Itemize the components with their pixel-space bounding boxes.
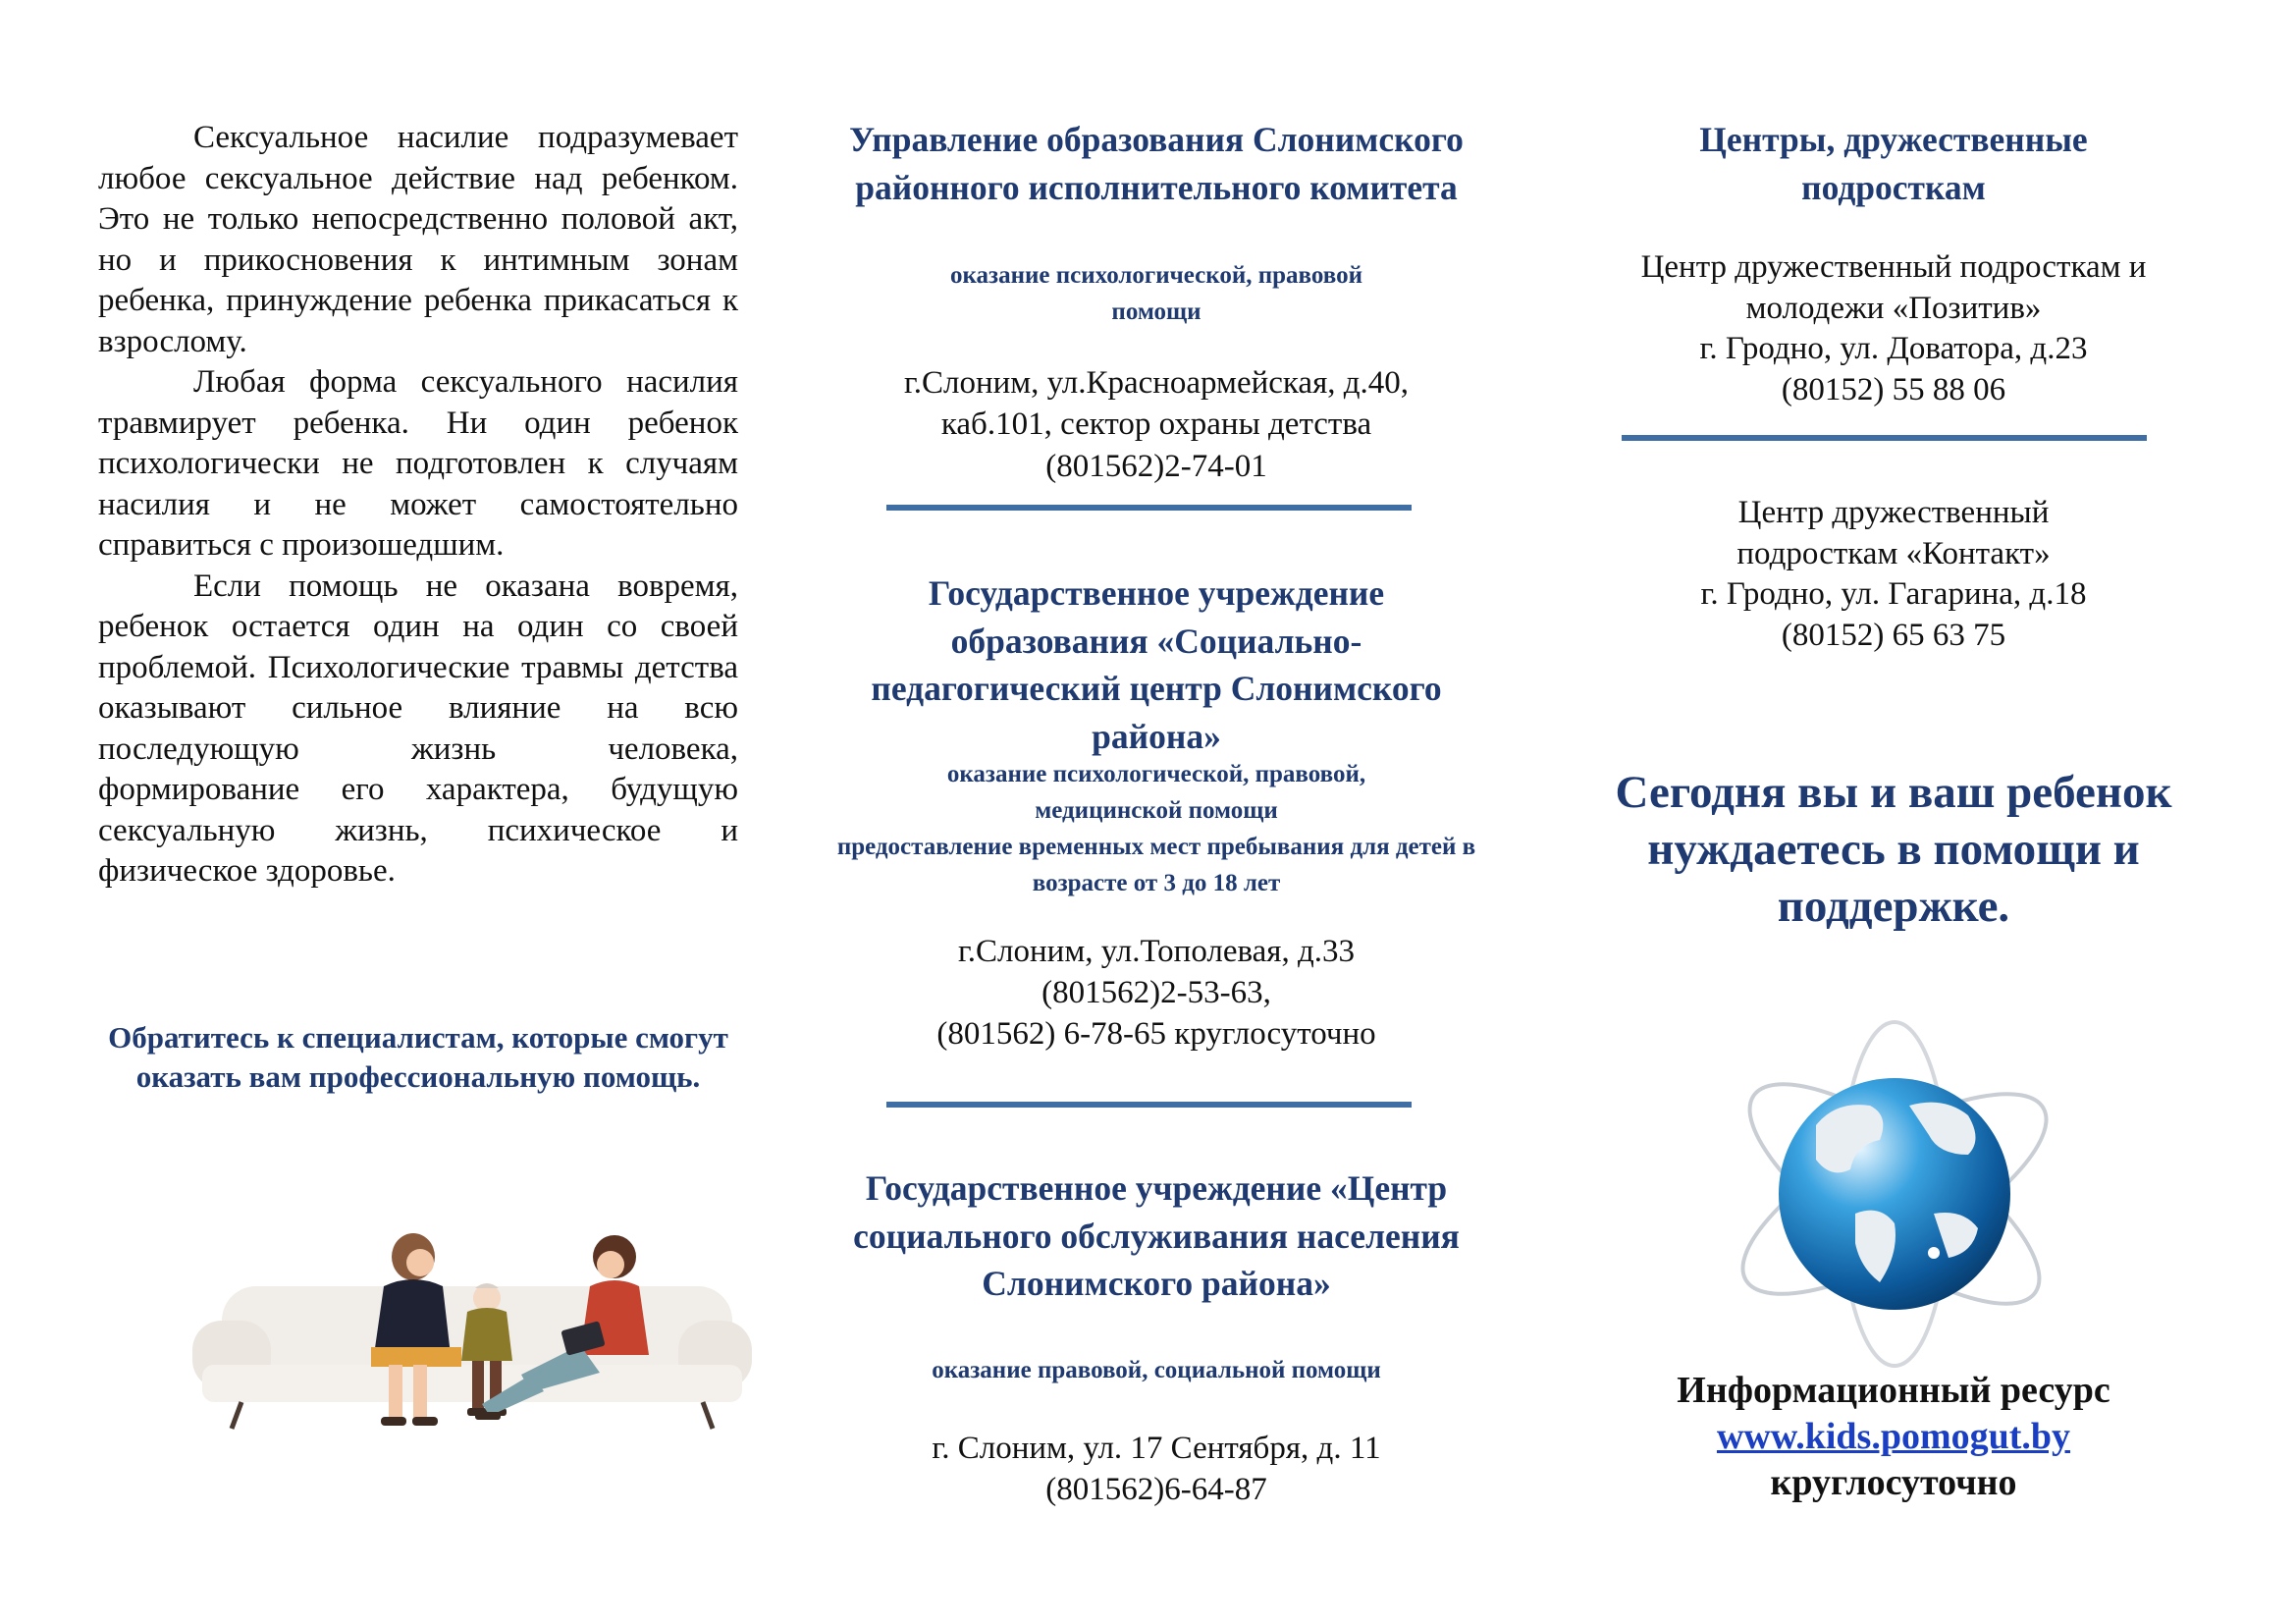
call-to-action: Обратитесь к специалистам, которые смогут оказать вам профессиональную помощь. [108,1020,728,1094]
org3-services: оказание правовой, социальной помощи [932,1357,1381,1383]
kids-pomogut-link[interactable]: www.kids.pomogut.by [1716,1416,2071,1457]
org2-address: г.Слоним, ул.Тополевая, д.33 [957,934,1356,969]
center2-phone: (80152) 65 63 75 [1781,618,2006,653]
org1-title: Управление образования Слонимского районного исполнительного комитета [849,120,1464,207]
center2-name: Центр дружественный подросткам «Контакт» [1736,495,2051,571]
org1-address: г.Слоним, ул.Красноармейская, д.40, каб.101, сектор охраны детства [903,365,1410,442]
family-consultation-illustration [192,1227,752,1434]
paragraph-2: Любая форма сексуального насилия травмирует ребенка. Ни один ребенок психологически не подготовлен к случаям насилия и не может самостоятельно справиться с произошедшим. [98,364,738,563]
paragraph-3: Если помощь не оказана вовремя, ребенок остается один на один со своей проблемой. Психологические травмы детства оказывают сильное влияние на всю последующую жизнь человека, формирование его характера, будущую сексуальную жизнь, психическое и физическое здоровье. [98,568,738,889]
org2-title: Государственное учреждение образования «Социально-педагогический центр Слонимского района» [871,573,1442,756]
org2-phone: (801562)2-53-63, [1041,975,1271,1010]
divider-2 [886,1102,1412,1108]
org2-services: оказание психологической, правовой, медицинской помощи [946,761,1366,824]
org3-title: Государственное учреждение «Центр социального обслуживания населения Слонимского района» [853,1168,1460,1303]
org1-services: оказание психологической, правовой помощи [950,262,1362,325]
info-resource-link-wrap [1566,1414,2221,1460]
center1-phone: (80152) 55 88 06 [1781,372,2006,407]
center1-address: г. Гродно, ул. Доватора, д.23 [1699,331,2088,366]
org2-temporary-stay: предоставление временных мест пребывания для детей в возрасте от 3 до 18 лет [836,834,1476,896]
article-text [98,118,738,893]
youth-centers-heading: Центры, дружественные подросткам [1699,120,2088,207]
support-slogan: Сегодня вы и ваш ребенок нуждаетесь в помощи и поддержке. [1615,767,2172,932]
org2-phone-24h: (801562) 6-78-65 круглосуточно [936,1016,1376,1052]
center1-name: Центр дружественный подросткам и молодежи «Позитив» [1640,249,2147,326]
org3-phone: (801562)6-64-87 [1045,1472,1267,1507]
info-resource-24h: круглосуточно [1770,1462,2017,1503]
divider-3 [1622,435,2147,441]
center2-address: г. Гродно, ул. Гагарина, д.18 [1700,576,2087,612]
paragraph-1: Сексуальное насилие подразумевает любое сексуальное действие над ребенком. Это не только непосредственно половой акт, но и прикосновения к интимным зонам ребенка, принуждение ребенка прикасаться к взрослому. [98,120,738,359]
org3-address: г. Слоним, ул. 17 Сентября, д. 11 [932,1431,1381,1466]
globe-icon [1708,1007,2081,1380]
divider-1 [886,505,1412,511]
info-resource-label: Информационный ресурс [1677,1370,2110,1411]
org1-phone: (801562)2-74-01 [1045,449,1267,484]
